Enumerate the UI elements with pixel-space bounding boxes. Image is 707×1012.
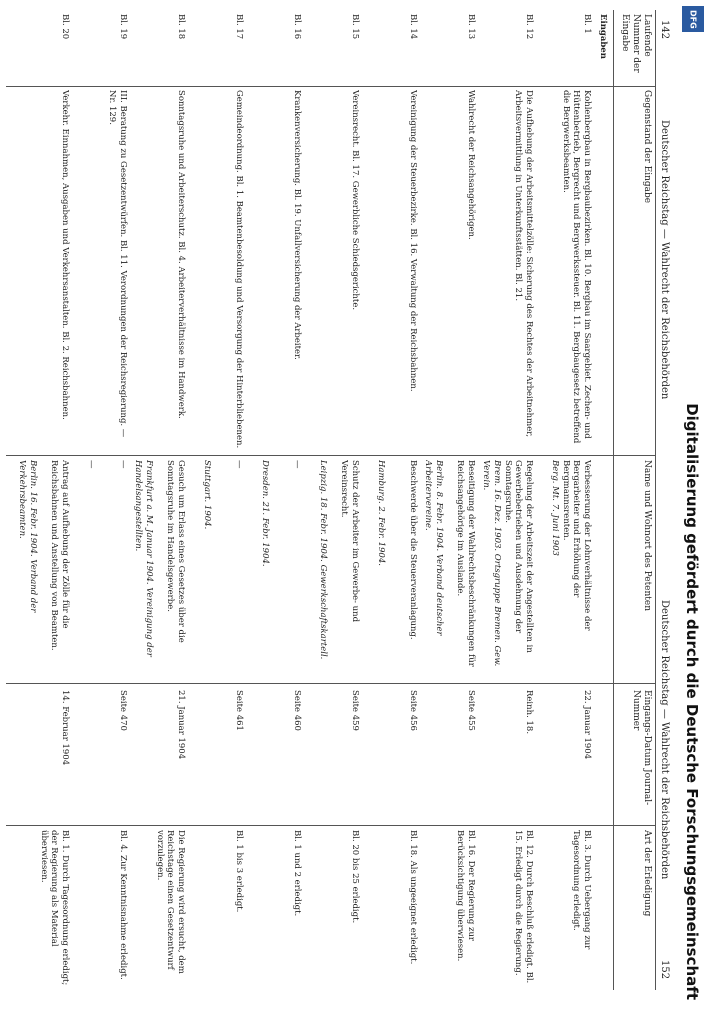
page-number-left: 142 [659,20,670,40]
row-cell-petitioner: Frankfurt a. M. Januar 1904. Vereinigung der Handelsangestellten. [134,460,154,657]
row-cell-result: Bl. 1 und 2 erledigt. [292,830,302,917]
col-head-subject: Gegenstand der Eingabe [642,90,652,204]
row-cell-date: Seite 456 [408,690,418,731]
row-cell-petitioner: Dresden. 21. Febr. 1904. [260,460,270,567]
header-rule-bottom [613,10,614,990]
row-cell-mid: Antrag auf Aufhebung der Zölle für die Reichsbahnen und Anstellung von Beamten. [49,460,70,651]
row-cell-date: Seite 470 [118,690,128,731]
row-cell-result: Bl. 3. Durch Uebergang zur Tagesordnung erledigt. [571,830,592,950]
row-cell-mid: Beseitigung der Wahlrechtsbeschränkungen für Reichsangehörige im Auslande. [455,460,476,667]
page-number-right: 152 [659,960,670,980]
header-right: Deutscher Reichstag — Wahlrecht der Reichsbehörden [659,600,670,880]
header-left: Deutscher Reichstag — Wahlrecht der Reichsbehörden [659,120,670,400]
row-cell-petitioner: — [86,460,96,469]
row-cell-mid: Gesuch um Erlass eines Gesetzes über die Sonntagsruhe im Handelsgewerbe. [165,460,186,643]
row-cell-petitioner: Berlin. 8. Febr. 1904. Verband deutscher Arbeitervereine. [424,460,444,636]
row-cell-result: Die Regierung wird ersucht, dem Reichstage einen Gesetzentwurf vorzulegen. [155,830,186,974]
row-cell-petitioner: Stuttgart. 1904. [202,460,212,530]
col-divider-3 [6,683,656,684]
row-cell-left: Wahlrecht der Reichsangehörigen. [466,90,476,240]
row-cell-left: Gemeindeordnung. Bl. 1. Beamtenbesoldung und Versorgung der Hinterbliebenen. [234,90,244,449]
row-cell-petitioner: Hamburg. 2. Febr. 1904. [376,460,386,566]
row-cell-ref: Bl. 1 [582,14,592,34]
row-cell-result: Bl. 4. Zur Kenntnisnahme erledigt. [118,830,128,980]
row-cell-petitioner: Berg. Mt. 7. Juni 1903 [550,460,560,556]
col-divider-2 [6,455,656,456]
row-cell-date: Seite 460 [292,690,302,731]
row-cell-ref: Bl. 14 [408,14,418,40]
row-cell-left: III. Beratung zu Gesetzentwürfen. Bl. 11. Verordnungen der Reichsregierung. — Nr. 129. [107,90,128,438]
row-cell-mid: — [292,460,302,469]
row-cell-ref: Bl. 18 [176,14,186,40]
row-cell-result: Bl. 1. Durch Tagesordnung erledigt; der Regierung als Material überwiesen. [39,830,70,986]
row-cell-left: Krankenversicherung. Bl. 19. Unfallversicherung der Arbeiter. [292,90,302,360]
col-divider-4 [6,825,656,826]
row-cell-mid: — [118,460,128,469]
dfg-logo-icon: DFG [682,6,704,32]
row-cell-mid: Schutz der Arbeiter im Gewerbe- und Vereinsrecht. [339,460,360,623]
row-cell-ref: Bl. 12 [524,14,534,40]
row-cell-left: Vereinsrecht. Bl. 17. Gewerbliche Schiedsgerichte. [350,90,360,311]
row-cell-date: Seite 459 [350,690,360,731]
row-cell-ref: Bl. 13 [466,14,476,40]
row-cell-result: Bl. 18. Als ungeeignet erledigt. [408,830,418,965]
row-cell-ref: Bl. 20 [60,14,70,40]
footer-text: Digitalisierung gefördert durch die Deutsche Forschungsgemeinschaft [683,403,701,1000]
row-cell-date: 21. Januar 1904 [176,690,186,760]
row-cell-left: Verkehr. Einnahmen, Ausgaben und Verkehrsanstalten. Bl. 2. Reichsbahnen. [60,90,70,420]
row-cell-petitioner: Brem. 16. Dez. 1903. Ortsgruppe Bremen. Gew. Verein. [482,460,502,667]
row-cell-date: Seite 455 [466,690,476,731]
row-cell-mid: — [234,460,244,469]
row-cell-ref: Bl. 15 [350,14,360,40]
row-cell-mid: Beschwerde über die Steuerveranlagung. [408,460,418,640]
row-cell-result: Bl. 16. Der Regierung zur Berücksichtigung überwiesen. [455,830,476,962]
col-head-result: Art der Erledigung [642,830,652,917]
col-divider-1 [6,86,656,87]
row-cell-result: Bl. 20 bis 25 erledigt. [350,830,360,924]
col-head-date: Eingangs-Datum Journal-Nummer [631,690,652,806]
row-cell-left: Sonntagsruhe und Arbeiterschutz. Bl. 4. Arbeiterverhältnisse im Handwerk. [176,90,186,419]
row-cell-ref: Bl. 19 [118,14,128,40]
header-rule-top [655,10,656,990]
row-cell-date: 22. Januar 1904 [582,690,592,760]
row-cell-date: Reinh. 18. [524,690,534,735]
row-cell-left: Kohlenbergbau in Bergbaubezirken. Bl. 10. Bergbau im Saargebiet. Zechen- und Hüttenbetrieb, Bergrecht und Bergwerkssteuer. Bl. 11. Bergbaugesetz betreffend die Bergwerksbeamten. [561,90,592,444]
row-cell-ref: Bl. 17 [234,14,244,40]
row-cell-date: 14. Februar 1904 [60,690,70,766]
row-cell-mid: Verbesserung der Lohnverhältnisse der Bergarbeiter und Erhöhung der Bergmannsrenten. [561,460,592,631]
row-cell-left: Vereinigung der Steuerbezirke. Bl. 16. Verwaltung der Reichsbahnen. [408,90,418,392]
row-cell-mid: Regelung der Arbeitszeit der Angestellten in Gewerbebetrieben und Ausdehnung der Sonntagsruhe. [503,460,534,653]
row-cell-ref: Bl. 16 [292,14,302,40]
col-head-number: Laufende Nummer der Eingabe [620,14,652,73]
col-head-petitioner: Name und Wohnort des Petenten [642,460,652,612]
row-cell-left: Die Aufhebung der Arbeitsmittelzölle: Sicherung des Rechtes der Arbeitnehmer, Arbeitsvermittlung in Unterkunftsstätten. Bl. 21. [513,90,534,438]
row-cell-result: Bl. 1 bis 3 erledigt. [234,830,244,913]
row-cell-date: Seite 461 [234,690,244,731]
dfg-footer [677,0,707,1000]
section-label: Eingaben [598,14,608,59]
row-cell-result: Bl. 12. Durch Beschluß erledigt. Bl. 15. Erledigt durch die Regierung. [513,830,534,984]
row-cell-petitioner: Berlin. 16. Febr. 1904. Verband der Verkehrsbeamten. [18,460,38,613]
row-cell-petitioner: Leipzig. 18. Febr. 1904. Gewerkschaftskartell. [318,460,328,660]
